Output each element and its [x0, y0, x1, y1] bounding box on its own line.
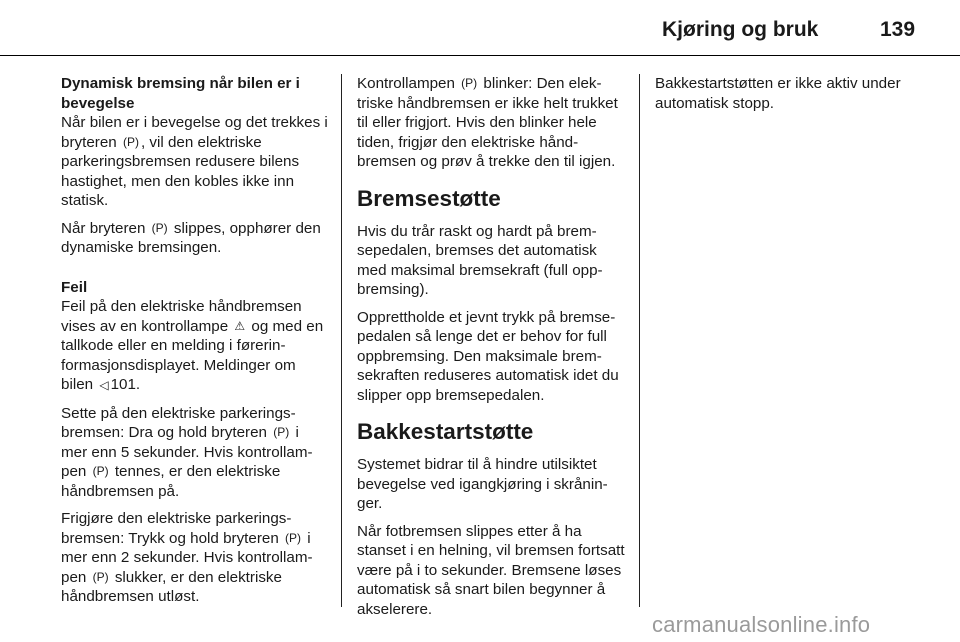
- paragraph: Sette på den elektriske parkeringsbremsen: Dra og hold bryteren (P) i mer enn 5 sekunder. Hvis kontrollampen (P) tennes, er den elektriske håndbremsen på.: [61, 404, 313, 500]
- page-header: [0, 0, 960, 56]
- paragraph: Kontrollampen (P) blinker: Den elektriske håndbremsen er ikke helt trukket til eller frigjort. Hvis den blinker hele tiden, frigjør den elektriske håndbremsen og prøv å trekke den til igjen.: [357, 75, 618, 170]
- paragraph: Feil på den elektriske håndbremsen vises av en kontrollampe ⚠ og med en tallkode eller en melding i førerinformasjonsdisplayet. Meldinger om bilen ◁ 101.: [61, 297, 329, 396]
- parking-brake-switch-icon: (P): [122, 134, 139, 149]
- paragraph: Systemet bidrar til å hindre utilsiktet bevegelse ved igangkjøring i skråninger.: [357, 456, 608, 512]
- running-header-title: Kjøring og bruk: [662, 18, 819, 41]
- paragraph: Opprettholde et jevnt trykk på bremsepedalen så lenge det er behov for full oppbremsing. Den maksimale bremsekraften reduseres automatisk idet du slipper opp bremsepedalen.: [357, 308, 619, 404]
- section-heading-hill-start-assist: Bakkestartstøtte: [357, 419, 534, 444]
- parking-brake-lamp-icon: (P): [461, 76, 478, 90]
- parking-brake-switch-icon: (P): [273, 425, 290, 439]
- column-1: [61, 74, 329, 615]
- paragraph: Hvis du trår raskt og hardt på bremsepedalen, bremses det automatisk med maksimal bremsekraft (full oppbremsing).: [357, 222, 603, 298]
- page-ref-icon: ◁: [99, 378, 109, 392]
- column-divider-1: [341, 74, 342, 607]
- page-number: 139: [880, 18, 916, 41]
- paragraph: Når bryteren (P) slippes, opphører den dynamiske bremsingen.: [61, 219, 321, 256]
- paragraph: Bakkestartstøtten er ikke aktiv under automatisk stopp.: [655, 75, 901, 112]
- paragraph: Når fotbremsen slippes etter å ha stanset i en helning, vil bremsen fortsatt være på i to sekunder. Bremsene løses automatisk så snart bilen begynner å akselerere.: [357, 522, 625, 618]
- section-heading-brake-assist: Bremsestøtte: [357, 185, 501, 211]
- warning-lamp-icon: ⚠: [234, 318, 246, 333]
- column-2: [357, 74, 625, 627]
- subheading-dynamic-braking: Dynamisk bremsing når bilen er i bevegelse: [61, 75, 300, 112]
- parking-brake-switch-icon: (P): [285, 530, 302, 545]
- subheading-fault: Feil: [61, 278, 88, 296]
- column-divider-2: [639, 74, 640, 607]
- paragraph: Når bilen er i bevegelse og det trekkes i bryteren (P) , vil den elektriske parkeringsbremsen redusere bilens hastighet, men den kobles ikke inn statisk.: [61, 114, 328, 209]
- parking-brake-lamp-icon: (P): [92, 464, 109, 478]
- parking-brake-lamp-icon: (P): [92, 569, 109, 584]
- paragraph: Frigjøre den elektriske parkeringsbremsen: Trykk og hold bryteren (P) i mer enn 2 sekunder. Hvis kontrollampen (P) slukker, er den elektriske håndbremsen utløst.: [61, 510, 313, 605]
- watermark: carmanualsonline.info: [652, 612, 871, 637]
- header-rule: [0, 55, 960, 56]
- parking-brake-switch-icon: (P): [151, 220, 168, 235]
- column-3: [655, 74, 923, 121]
